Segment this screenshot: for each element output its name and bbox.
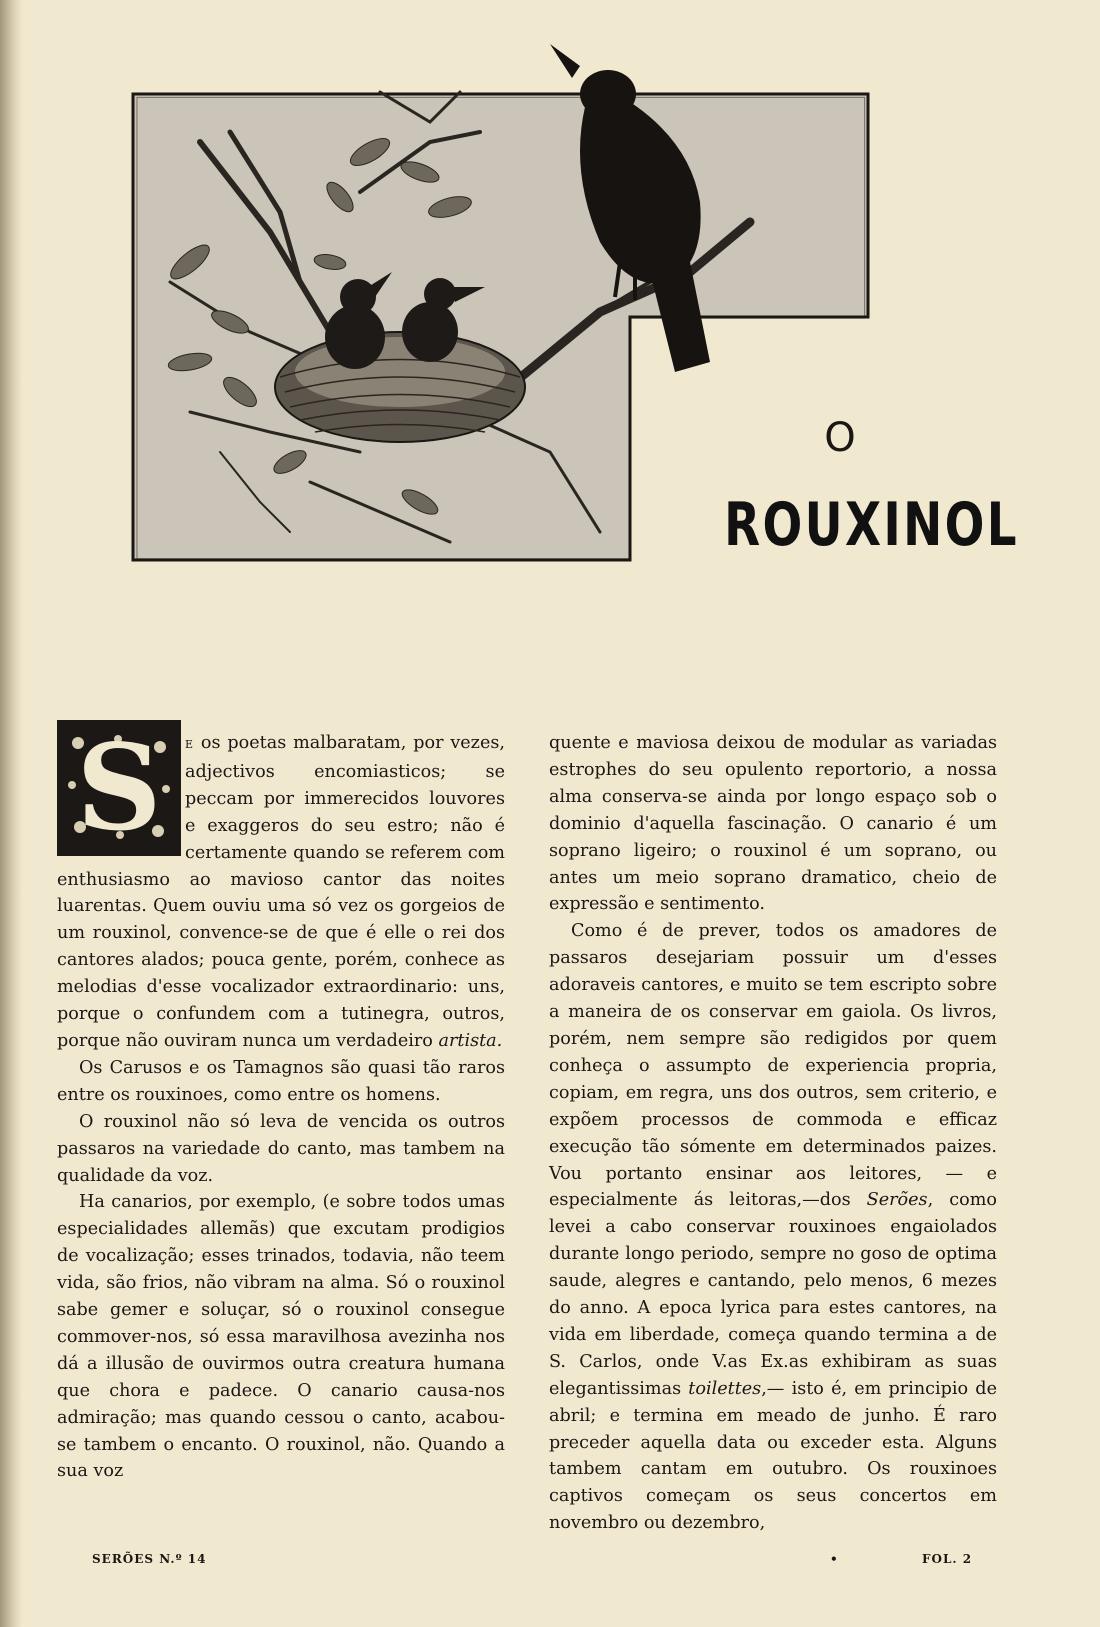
paragraph-text: ,— isto é, em principio de abril; e termina em meado de junho. É raro preceder aquella data ou exceder esta. Alguns tambem cantam em outubro. Os rouxinoes captivos começam os seus concertos em novembro ou dezembro, (549, 1378, 997, 1534)
article-right-column (549, 730, 997, 1537)
italic-word: artista. (438, 1030, 503, 1051)
paragraph-text: Como é de prever, todos os amadores de passaros desejariam possuir um d'esses adoraveis cantores, e muito se tem escripto sobre a maneira de os conservar em gaiola. Os livros, porém, nem sempre são redigidos por quem conheça o assumpto de experiencia propria, copiam, em regra, uns dos outros, sem criterio, e expõem processos de commoda e efficaz execução tão sómente em determinados paizes. Vou portanto ensinar aos leitores, — e especialmente ás leitoras,—dos (549, 921, 997, 1211)
footer-page: FOL. 2 (922, 1552, 973, 1566)
footer-mark: • (830, 1552, 839, 1566)
footer-issue: SERÕES N.º 14 (92, 1552, 207, 1566)
page-binding-shadow (0, 0, 22, 1627)
title-article: O (824, 415, 856, 461)
nest-icon (275, 332, 525, 442)
paragraph: quente e maviosa deixou de modular as variadas estrophes do seu opulento reportorio, a nossa alma conserva-se ainda por longo espaço sob o dominio d'aquella fascinação. O canario é um soprano ligeiro; o rouxinol é um soprano, ou antes um meio soprano dramatico, cheio de expressão e sentimento. (549, 733, 997, 915)
paragraph (549, 918, 997, 1537)
italic-word: Serões (866, 1190, 928, 1211)
paragraph-text: os poetas malbaratam, por vezes, adjectivos encomiasticos; se peccam por immerecidos louvores e exaggeros do seu estro; não é certamente quando se referem com enthusiasmo ao mavioso cantor das noites luarentas. Quem ouviu uma só vez os gorgeios de um rouxinol, convence-se de que é elle o rei dos cantores alados; pouca gente, porém, conhece as melodias d'esse vocalizador extraordinario: uns, porque o confundem com a tutinegra, outros, porque não ouviram nunca um verdadeiro (57, 733, 505, 1051)
paragraph: O rouxinol não só leva de vencida os outros passaros na variedade do canto, mas tambem na qualidade da voz. (57, 1111, 505, 1186)
paragraph: Os Carusos e os Tamagnos são quasi tão raros entre os rouxinoes, como entre os homens. (57, 1057, 505, 1105)
dropcap-letter: S (76, 718, 162, 857)
first-word: E (185, 738, 195, 751)
paragraph-text: , como levei a cabo conservar rouxinoes engaiolados durante longo periodo, sempre no goso de optima saude, alegres e cantando, pelo menos, 6 mezes do anno. A epoca lyrica para estes cantores, na vida em liberdade, começa quando termina a de S. Carlos, onde V.as Ex.as exhibiram as suas elegantissimas (549, 1190, 997, 1399)
italic-word: toilettes (688, 1378, 762, 1399)
page-title: ROUXINOL (724, 490, 1019, 560)
article-left-column (57, 718, 505, 1485)
paragraph: Ha canarios, por exemplo, (e sobre todos umas especialidades allemãs) que excutam prodigios de vocalização; esses trinados, todavia, não teem vida, são frios, não vibram na alma. Só o rouxinol sabe gemer e soluçar, só o rouxinol consegue commover-nos, só essa maravilhosa avezinha nos dá a illusão de ouvirmos outra creatura humana que chora e padece. O canario causa-nos admiração; mas quando cessou o canto, acabou-se tambem o encanto. O rouxinol, não. Quando a sua voz (57, 1192, 505, 1482)
ornamental-dropcap (57, 720, 181, 856)
